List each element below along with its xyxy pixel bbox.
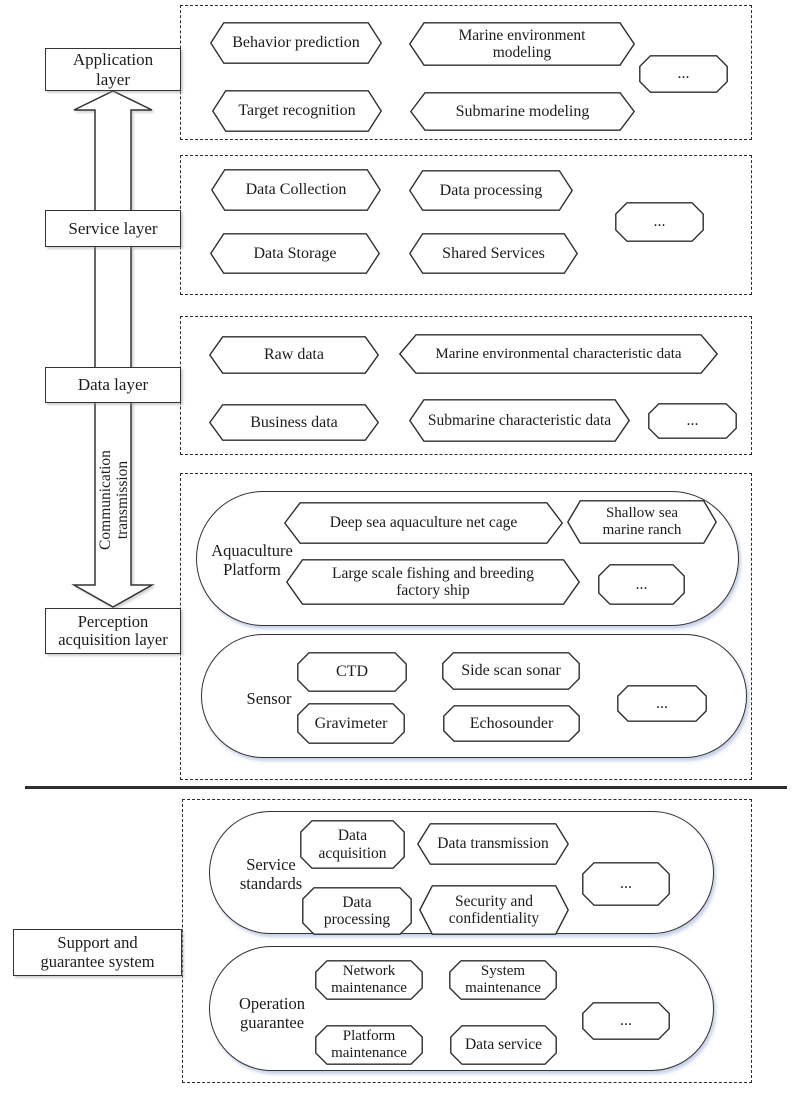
business-data-hexagon: Business data xyxy=(209,404,379,441)
service-standards-label: Service standards xyxy=(239,854,303,893)
target-recognition-hexagon: Target recognition xyxy=(212,90,382,132)
network-maintenance-octagon: Network maintenance xyxy=(315,960,423,1000)
perception-acquisition-group xyxy=(180,473,752,780)
marine-environmental-characteristic-data-hexagon: Marine environmental characteristic data xyxy=(399,334,718,374)
application-more-octagon: ... xyxy=(639,55,728,93)
sensor-container xyxy=(201,634,747,758)
aquaculture-platform-container xyxy=(196,491,739,626)
marine-environment-modeling-hexagon: Marine environment modeling xyxy=(409,22,635,66)
platform-maintenance-octagon: Platform maintenance xyxy=(315,1025,423,1065)
perception-acquisition-layer-box: Perception acquisition layer xyxy=(45,608,181,654)
sensor-label: Sensor xyxy=(246,689,292,709)
aquaculture-platform-label: Aquaculture Platform xyxy=(211,540,293,579)
raw-data-hexagon: Raw data xyxy=(209,336,379,374)
service-layer-box: Service layer xyxy=(45,210,181,247)
data-processing-standard-octagon: Data processing xyxy=(302,887,412,935)
ctd-octagon: CTD xyxy=(297,652,407,692)
data-layer-group xyxy=(180,316,752,455)
data-acquisition-octagon: Data acquisition xyxy=(300,820,405,869)
section-divider-line xyxy=(25,786,787,789)
data-processing-hexagon: Data processing xyxy=(409,170,573,211)
data-layer-box: Data layer xyxy=(45,367,181,403)
service-more-octagon: ... xyxy=(615,202,704,242)
shallow-sea-marine-ranch-hexagon: Shallow sea marine ranch xyxy=(567,500,717,544)
submarine-characteristic-data-hexagon: Submarine characteristic data xyxy=(409,399,630,442)
side-scan-sonar-octagon: Side scan sonar xyxy=(442,652,580,690)
service-layer-group xyxy=(180,155,752,295)
support-guarantee-system-box: Support and guarantee system xyxy=(13,929,182,976)
operation-guarantee-container xyxy=(209,946,714,1071)
data-service-octagon: Data service xyxy=(450,1025,557,1065)
behavior-prediction-hexagon: Behavior prediction xyxy=(210,22,382,64)
submarine-modeling-hexagon: Submarine modeling xyxy=(410,92,635,131)
application-layer-box: Application layer xyxy=(45,48,181,91)
operation-guarantee-label: Operation guarantee xyxy=(239,993,305,1032)
standards-more-octagon: ... xyxy=(582,862,670,906)
deep-sea-aquaculture-net-cage-hexagon: Deep sea aquaculture net cage xyxy=(284,502,563,544)
service-standards-container xyxy=(209,811,714,934)
gravimeter-octagon: Gravimeter xyxy=(297,703,405,744)
security-confidentiality-hexagon: Security and confidentiality xyxy=(419,885,569,935)
application-layer-group xyxy=(180,5,752,140)
data-collection-hexagon: Data Collection xyxy=(211,169,381,211)
operation-more-octagon: ... xyxy=(582,1002,670,1040)
large-scale-fishing-breeding-ship-hexagon: Large scale fishing and breeding factory ship xyxy=(286,559,580,605)
communication-transmission-label: Communication transmission xyxy=(96,450,131,550)
echosounder-octagon: Echosounder xyxy=(443,705,580,742)
data-storage-hexagon: Data Storage xyxy=(210,233,380,274)
shared-services-hexagon: Shared Services xyxy=(409,233,578,274)
data-more-octagon: ... xyxy=(648,403,737,439)
aquaculture-more-octagon: ... xyxy=(598,564,685,605)
system-maintenance-octagon: System maintenance xyxy=(449,960,557,1000)
sensor-more-octagon: ... xyxy=(617,685,707,722)
data-transmission-hexagon: Data transmission xyxy=(417,823,569,865)
support-guarantee-group xyxy=(182,799,752,1083)
